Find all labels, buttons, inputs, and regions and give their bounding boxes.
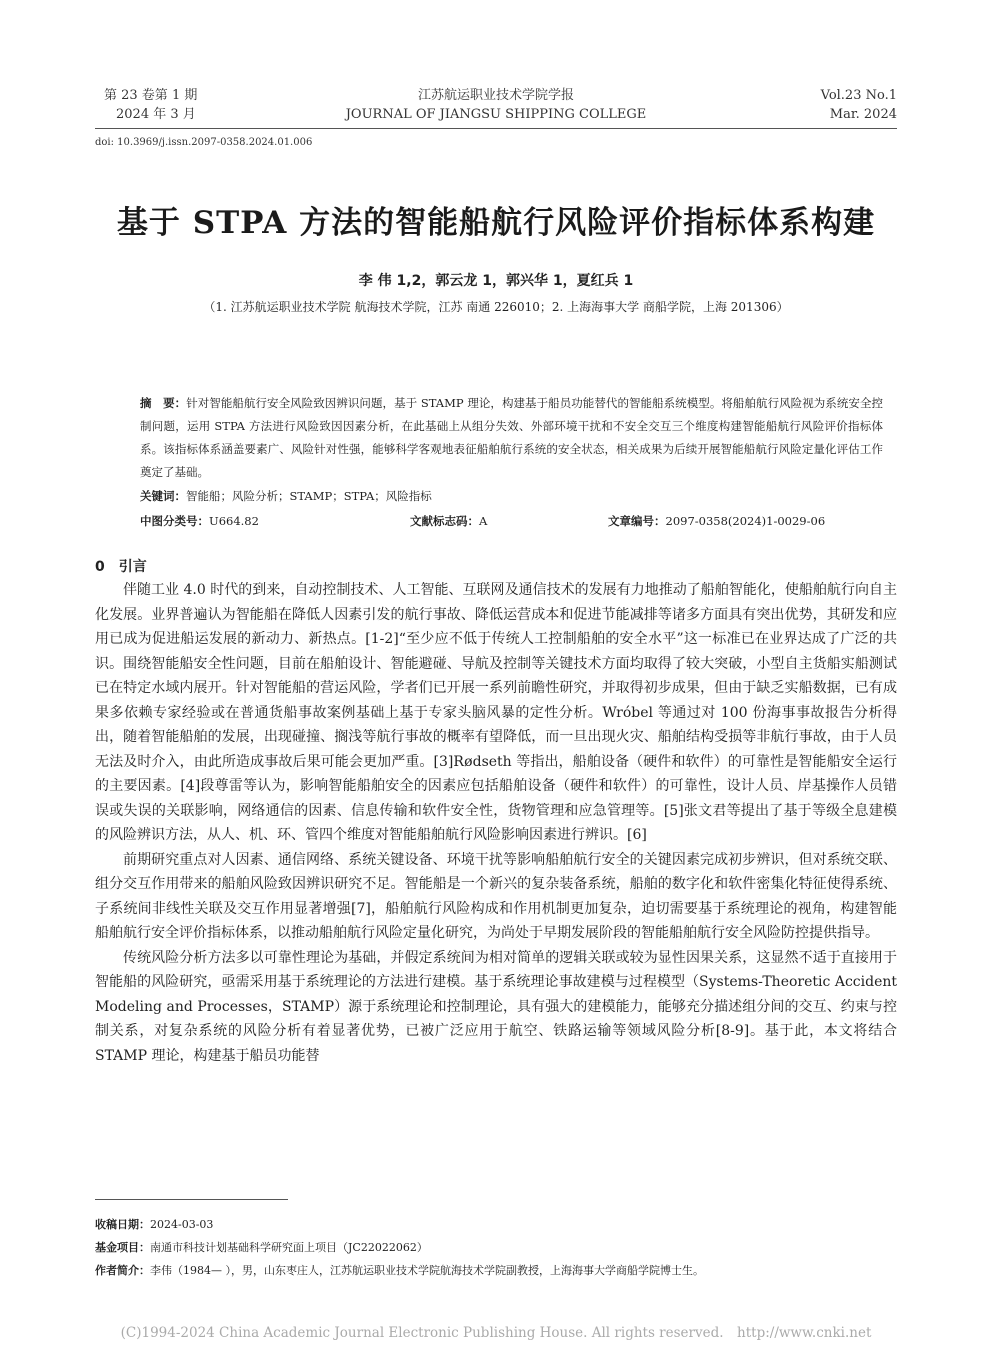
- fund-label: 基金项目：: [95, 1241, 150, 1254]
- author-label: 作者简介：: [95, 1264, 150, 1277]
- article-number-value: 2097-0358(2024)1-0029-06: [665, 514, 826, 528]
- paragraph: 前期研究重点对人因素、通信网络、系统关键设备、环境干扰等影响船舶航行安全的关键因素完成初步辨识，但对系统交联、组分交互作用带来的船舶风险致因辨识研究不足。智能船是一个新兴的复杂装备系统，船舶的数字化和软件密集化特征使得系统、子系统间非线性关联及交互作用显著增强[7]，船舶航行风险构成和作用机制更加复杂，迫切需要基于系统理论的视角，构建智能船舶航行安全评价指标体系，以推动船舶航行风险定量化研究，为尚处于早期发展阶段的智能船舶航行安全风险防控提供指导。: [95, 851, 897, 941]
- abstract-label: 摘 要：: [140, 396, 187, 410]
- volume-en: Vol.23 No.1: [820, 88, 897, 103]
- received-label: 收稿日期：: [95, 1218, 150, 1231]
- footnote-received: [95, 1216, 213, 1232]
- fund-text: 南通市科技计划基础科学研究面上项目（JC22022062）: [150, 1241, 428, 1254]
- doi: doi: 10.3969/j.issn.2097-0358.2024.01.006: [95, 137, 313, 148]
- journal-volume-en: [821, 86, 897, 124]
- article-number: [608, 513, 825, 529]
- issue-volume: 第 23 卷第 1 期: [104, 88, 198, 103]
- footnote-author: [95, 1262, 704, 1278]
- clc-number: [140, 513, 259, 529]
- section-heading: 0 引言: [95, 559, 147, 575]
- journal-name-en: JOURNAL OF JIANGSU SHIPPING COLLEGE: [345, 107, 647, 122]
- authors: 李 伟 1,2，郭云龙 1，郭兴华 1，夏红兵 1: [358, 273, 634, 289]
- document-code: [410, 513, 487, 529]
- doc-code-value: A: [479, 514, 488, 528]
- abstract: [140, 392, 883, 484]
- paragraph: 传统风险分析方法多以可靠性理论为基础，并假定系统间为相对简单的逻辑关联或较为显性因果关系，这显然不适于直接用于智能船的风险研究，亟需采用基于系统理论的方法进行建模。基于系统理论事故建模与过程模型（Systems-Theoretic Accident Modeling and Processes，STAMP）源于系统理论和控制理论，具有强大的建模能力，能够充分描述组分间的交互、约束与控制关系，对复杂系统的风险分析有着显著优势，已被广泛应用于航空、铁路运输等领域风险分析[8-9]。基于此，本文将结合 STAMP 理论，构建基于船员功能替: [95, 949, 897, 1064]
- footnote-fund: [95, 1239, 428, 1255]
- clc-label: 中图分类号：: [140, 514, 209, 528]
- article-title: 基于 STPA 方法的智能船航行风险评价指标体系构建: [116, 205, 876, 241]
- author-bio: 李伟（1984— ），男，山东枣庄人，江苏航运职业技术学院航海技术学院副教授，上海海事大学商船学院博士生。: [150, 1264, 704, 1277]
- issue-date: 2024 年 3 月: [116, 107, 196, 122]
- copyright-footer: (C)1994-2024 China Academic Journal Electronic Publishing House. All rights reserved. http://www.cnki.net: [120, 1325, 872, 1341]
- doc-code-label: 文献标志码：: [410, 514, 479, 528]
- clc-value: U664.82: [209, 514, 259, 528]
- body-text: [95, 578, 897, 1068]
- header-divider: [95, 128, 897, 129]
- keywords: [140, 488, 432, 504]
- journal-name-cn: 江苏航运职业技术学院学报: [417, 88, 574, 103]
- date-en: Mar. 2024: [829, 107, 897, 122]
- paragraph: 伴随工业 4.0 时代的到来，自动控制技术、人工智能、互联网及通信技术的发展有力地推动了船舶智能化，使船舶航行向自主化发展。业界普遍认为智能船在降低人因素引发的航行事故、降低运营成本和促进节能减排等诸多方面具有突出优势，其研发和应用已成为促进船运发展的新动力、新热点。[1-2]“至少应不低于传统人工控制船舶的安全水平”这一标准已在业界达成了广泛的共识。围绕智能船安全性问题，目前在船舶设计、智能避碰、导航及控制等关键技术方面均取得了较大突破，小型自主货船实船测试已在特定水域内展开。针对智能船的营运风险，学者们已开展一系列前瞻性研究，并取得初步成果，但由于缺乏实船数据，已有成果多依赖专家经验或在普通货船事故案例基础上基于专家头脑风暴的定性分析。Wróbel 等通过对 100 份海事事故报告分析得出，随着智能船舶的发展，出现碰撞、搁浅等航行事故的概率有望降低，而一旦出现火灾、船舶结构受损等非航行事故，由于人员无法及时介入，由此所造成事故后果可能会更加严重。[3]Rødseth 等指出，船舶设备（硬件和软件）的可靠性是智能船安全运行的主要因素。[4]段尊雷等认为，影响智能船舶安全的因素应包括船舶设备（硬件和软件）的可靠性，设计人员、岸基操作人员错误或失误的关联影响，网络通信的因素、信息传输和软件安全性，货物管理和应急管理等。[5]张文君等提出了基于等级全息建模的风险辨识方法，从人、机、环、管四个维度对智能船舶航行风险影响因素进行辨识。[6]: [95, 582, 897, 843]
- keywords-text: 智能船；风险分析；STAMP；STPA；风险指标: [186, 489, 432, 503]
- footnote-divider: [95, 1199, 288, 1200]
- received-date: 2024-03-03: [150, 1218, 214, 1231]
- keywords-label: 关键词：: [140, 489, 186, 503]
- affiliations: （1. 江苏航运职业技术学院 航海技术学院，江苏 南通 226010；2. 上海海事大学 商船学院，上海 201306）: [203, 300, 789, 314]
- article-number-label: 文章编号：: [608, 514, 666, 528]
- abstract-text: 针对智能船航行安全风险致因辨识问题，基于 STAMP 理论，构建基于船员功能替代的智能船系统模型。将船舶航行风险视为系统安全控制问题，运用 STPA 方法进行风险致因因素分析，在此基础上从组分失效、外部环境干扰和不安全交互三个维度构建智能船航行风险评价指标体系。该指标体系涵盖要素广、风险针对性强，能够科学客观地表征船舶航行系统的安全状态，相关成果为后续开展智能船航行风险定量化评估工作奠定了基础。: [140, 396, 884, 479]
